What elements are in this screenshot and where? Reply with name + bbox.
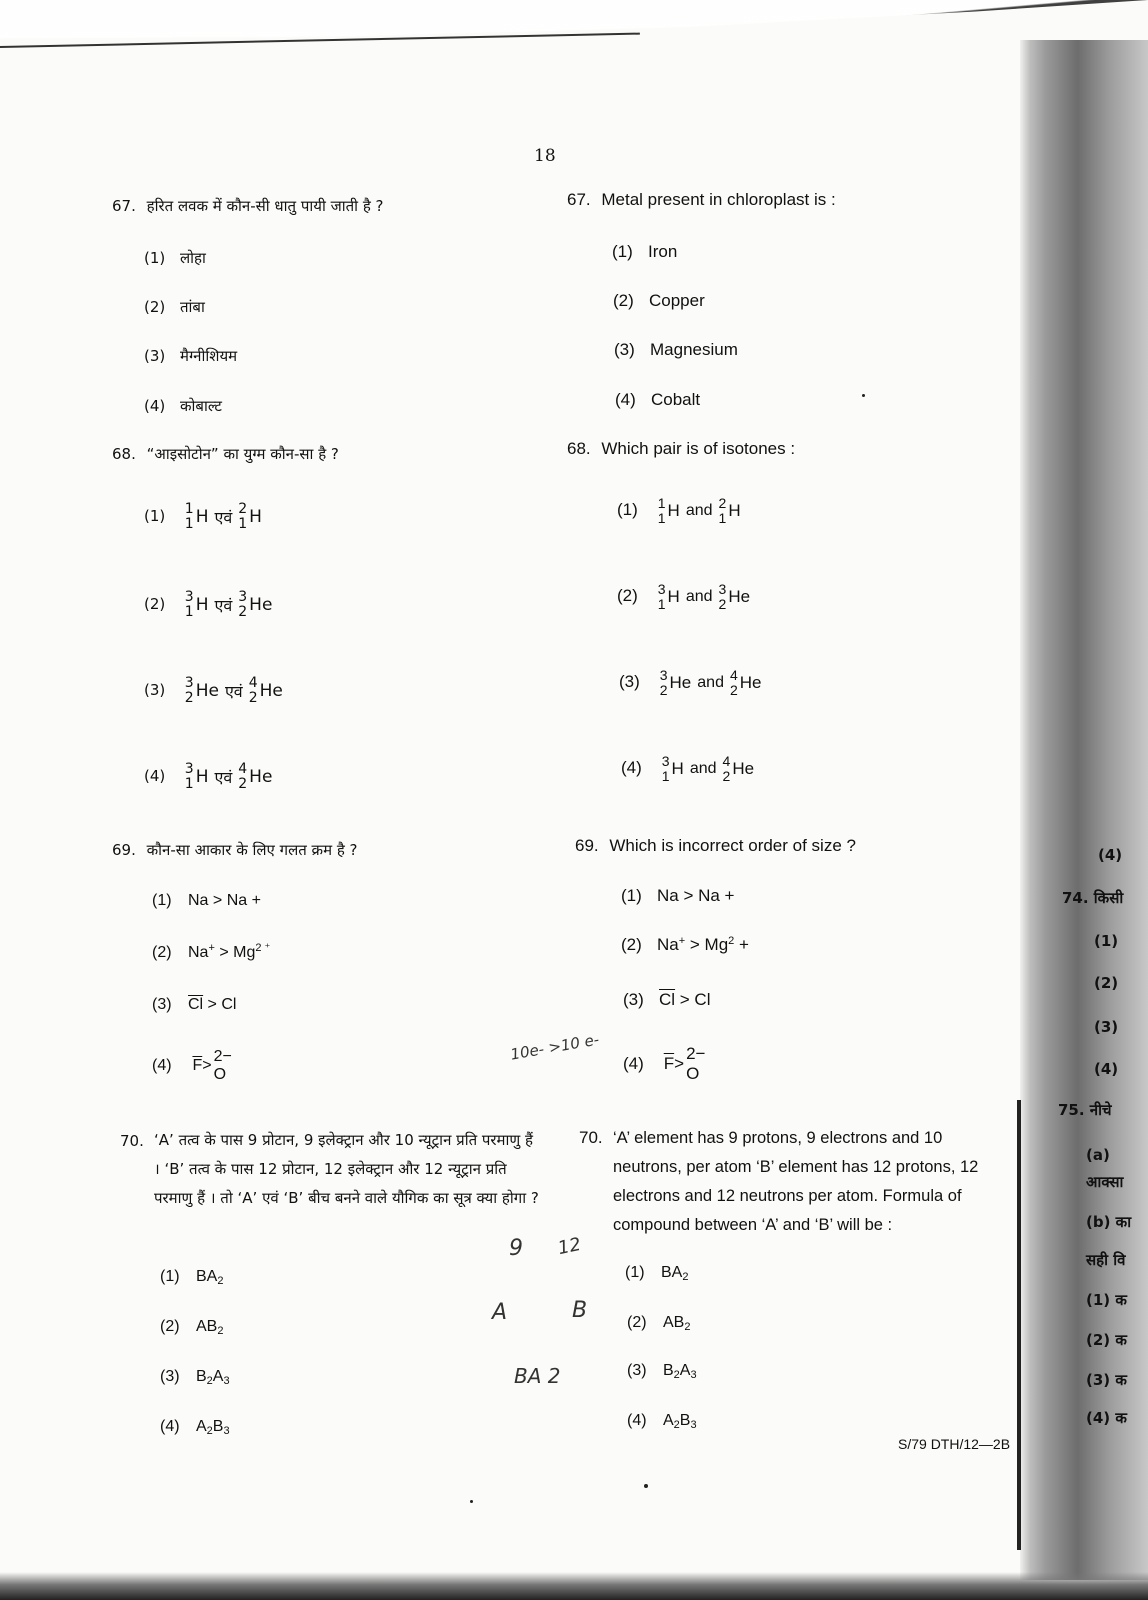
option-69-4-hi: (4) $\overline{F}$ > 2− O (152, 1048, 232, 1084)
handwritten-note: B (572, 1298, 588, 1323)
option-67-3-en: (3) Magnesium (614, 340, 738, 359)
question-number: 67. (567, 190, 591, 209)
option-69-4-en: (4) $\overline{F}$ > 2− O (623, 1044, 706, 1083)
question-text: Metal present in chloroplast is : (601, 190, 836, 209)
option-69-2-en: (2) $Na^+ > Mg^2$ + (621, 935, 749, 954)
handwritten-note: 12 (556, 1233, 583, 1260)
option-70-2-hi: (2) $AB_2$ (160, 1318, 224, 1337)
option-70-3-en: (3) $B_2A_3$ (627, 1362, 697, 1381)
scan-edge-right (1017, 1100, 1021, 1550)
nuclide: 2 1 H (238, 501, 262, 532)
option-69-1-hi: (1) Na > Na + (152, 892, 261, 909)
option-68-1-en: (1) 1 1 H and 2 1 H (617, 495, 741, 526)
option-70-2-en: (2) $AB_2$ (627, 1314, 691, 1333)
nuclide: 2 1 H (718, 495, 741, 526)
nuclide: 3 2 He (184, 675, 219, 706)
question-number: 69. (575, 836, 599, 855)
option-67-1-hi: (1) लोहा (144, 249, 206, 267)
option-67-3-hi: (3) मैग्नीशियम (144, 347, 238, 365)
option-69-1-en: (1) Na > Na + (621, 886, 735, 905)
nuclide: 4 2 He (729, 667, 762, 698)
question-number: 69. (112, 841, 136, 859)
question-67-hi (112, 196, 384, 216)
question-text: Which is incorrect order of size ? (609, 836, 856, 855)
question-text: कौन-सा आकार के लिए गलत क्रम है ? (146, 841, 358, 859)
handwritten-note: 10e- >10 e- (509, 1030, 601, 1064)
nuclide: 1 1 H (184, 501, 209, 532)
nuclide: 3 2 He (238, 589, 273, 620)
nuclide: 3 2 He (718, 581, 751, 612)
option-69-2-hi: (2) $Na^+ > Mg^2$ ⁺ (152, 942, 271, 961)
question-70-en (579, 1128, 603, 1148)
question-number: 68. (567, 439, 591, 458)
option-70-4-hi: (4) $A_2B_3$ (160, 1418, 230, 1437)
option-67-1-en: (1) Iron (612, 242, 678, 261)
option-67-2-hi: (2) तांबा (144, 298, 205, 316)
page-number: 18 (534, 146, 556, 166)
option-68-2-en: (2) 3 1 H and 3 2 He (617, 581, 751, 612)
nuclide: 3 1 H (184, 589, 209, 620)
option-67-2-en: (2) Copper (613, 291, 705, 310)
option-70-1-hi: (1) $BA_2$ (160, 1268, 224, 1287)
option-69-3-hi: (3) $\overline{Cl} > Cl$ (152, 996, 237, 1013)
option-70-3-hi: (3) $B_2A_3$ (160, 1368, 230, 1387)
option-68-4-en: (4) 3 1 H and 4 2 He (621, 753, 755, 784)
question-68-hi (112, 444, 339, 464)
nuclide: 1 1 H (657, 495, 680, 526)
option-68-2-hi: (2) 3 1 H एवं 3 2 He (144, 589, 273, 620)
question-text: Which pair is of isotones : (601, 439, 796, 458)
question-67-en (567, 190, 836, 210)
question-text: हरित लवक में कौन-सी धातु पायी जाती है ? (146, 197, 384, 215)
nuclide: 3 2 He (659, 667, 692, 698)
nuclide: 4 2 He (248, 675, 283, 706)
handwritten-note: 9 (509, 1236, 523, 1261)
nuclide: 4 2 He (722, 753, 755, 784)
handwritten-note: BA 2 (514, 1364, 561, 1388)
scan-shadow-bottom (0, 1572, 1148, 1600)
option-68-3-en: (3) 3 2 He and 4 2 He (619, 667, 762, 698)
option-70-1-en: (1) $BA_2$ (625, 1264, 689, 1283)
question-68-en (567, 439, 795, 459)
question-text: ‘A’ element has 9 protons, 9 electrons and 10 neutrons, per atom ‘B’ element has 12 protons, 12 electrons and 12 neutrons per atom. Formula of compound between ‘A’ and ‘B’ will be : (613, 1129, 979, 1234)
question-number: 68. (112, 445, 136, 463)
stray-dot (644, 1484, 648, 1488)
question-number: 70. (120, 1132, 144, 1150)
document-code: S/79 DTH/12—2B (898, 1436, 1011, 1452)
question-number: 70. (579, 1128, 603, 1147)
nuclide: 3 1 H (657, 581, 680, 612)
option-68-1-hi: (1) 1 1 H एवं 2 1 H (144, 501, 262, 532)
question-text: “आइसोटोन” का युग्म कौन-सा है ? (146, 445, 339, 463)
option-70-4-en: (4) $A_2B_3$ (627, 1412, 697, 1431)
option-68-4-hi: (4) 3 1 H एवं 4 2 He (144, 761, 273, 792)
handwritten-note: A (492, 1300, 508, 1325)
exam-page: 18 67. हरित लवक में कौन-सी धातु पायी जाती है ? (1) लोहा (2) तांबा (3) मैग्नीशियम (4) कोबाल्ट 68. “आइसोटोन” का युग्म कौन-सा है ? (1) 1 1 H एवं 2 1 H (2) 3 1 H एवं 3 2 He (3) 3 2 He एवं 4 2 He (4) 3 1 H एवं 4 2 He 69. कौन-सा आकार के लिए गलत क्रम है ? (1) Na > Na + (2) $Na^+ > Mg^2$ ⁺ (3) $\overline{Cl} > Cl$ (4) $\overline{F}$ > 2− O 70. ‘A’ तत्व के पास 9 प्रोटान, 9 इलेक्ट्रान और 10 न्यूट्रान प्रति परमाणु हैं । ‘B’ तत्व के पास 12 प्रोटान, 12 इलेक्ट्रान और 12 न्यूट्रान प्रति परमाणु हैं । तो ‘A’ एवं ‘B’ बीच बनने वाले यौगिक का सूत्र क्या होगा ? (1) $BA_2$ (2) $AB_2$ (3) $B_2A_3$ (4) $A_2B_3$ 67. Metal present in chloroplast is : (1) Iron (2) Copper (3) Magnesium (4) Cobalt 68. Which pair is of isotones : (1) 1 1 H and 2 1 H (2) 3 1 H and 3 2 He (3) 3 2 He and 4 2 He (4) 3 1 H and 4 2 He 69. Which is incorrect order of size ? (1) Na > Na + (2) $Na^+ > Mg^2$ + (3) $\overline{Cl} > Cl$ (4) $\overline{F}$ > 2− O 70. ‘A’ element has 9 protons, 9 electrons and 10 neutrons, per atom ‘B’ element has 12 protons, 12 electrons and 12 neutrons per atom. Formula of compound between ‘A’ and ‘B’ will be : (1) $BA_2$ (2) $AB_2$ (3) $B_2A_3$ (4) $A_2B_3$ 10e- >10 e- 9 12 A B BA 2 S/79 DTH/12—2B 74. किसी (1) (2) (3) (4) 75. नीचे (a) आक्सा (b) का सही वि (1) क (2) क (3) क (4) क (4) (0, 0, 1148, 1600)
nuclide: 3 1 H (184, 761, 209, 792)
option-69-3-en: (3) $\overline{Cl} > Cl$ (623, 990, 711, 1009)
scan-shadow-right (1020, 40, 1148, 1580)
stray-dot (862, 394, 865, 397)
question-number: 67. (112, 197, 136, 215)
option-68-3-hi: (3) 3 2 He एवं 4 2 He (144, 675, 283, 706)
question-69-hi (112, 840, 358, 860)
option-67-4-en: (4) Cobalt (615, 390, 701, 409)
stray-dot (470, 1500, 473, 1503)
question-text: ‘A’ तत्व के पास 9 प्रोटान, 9 इलेक्ट्रान और 10 न्यूट्रान प्रति परमाणु हैं । ‘B’ तत्व के पास 12 प्रोटान, 12 इलेक्ट्रान और 12 न्यूट्रान प्रति परमाणु हैं । तो ‘A’ एवं ‘B’ बीच बनने वाले यौगिक का सूत्र क्या होगा ? (154, 1131, 539, 1207)
option-67-4-hi: (4) कोबाल्ट (144, 397, 222, 415)
question-69-en (575, 836, 856, 856)
nuclide: 3 1 H (661, 753, 684, 784)
nuclide: 4 2 He (238, 761, 273, 792)
